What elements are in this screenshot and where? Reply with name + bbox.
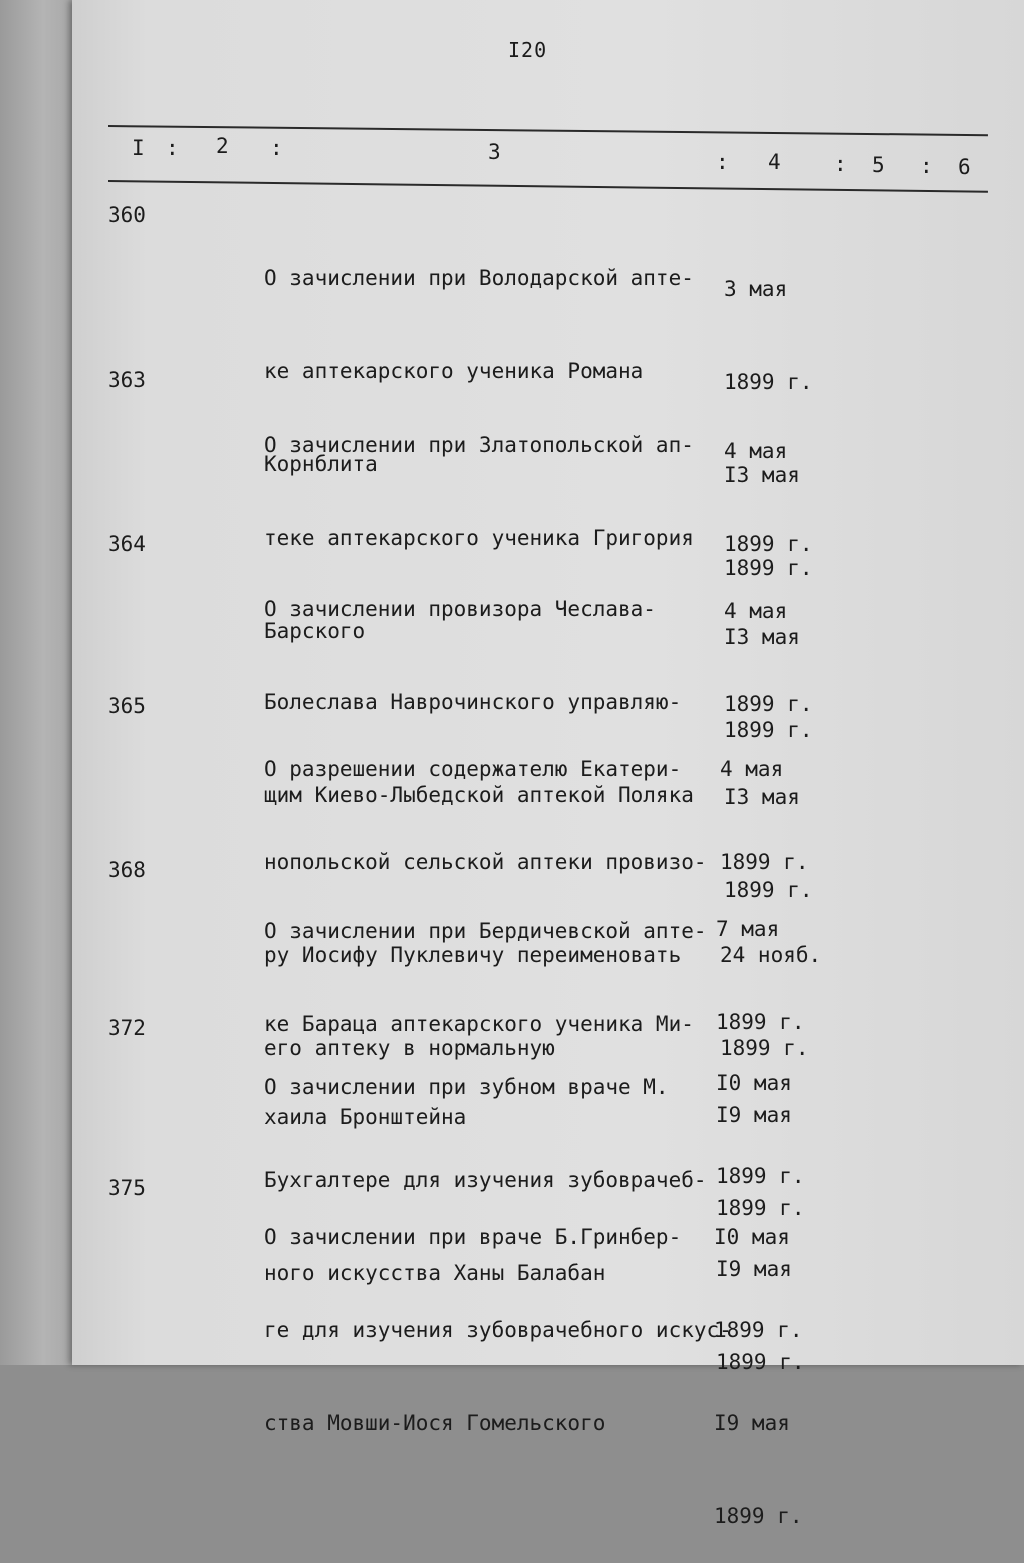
entry-line: О зачислении при Златопольской ап- — [264, 433, 694, 457]
entry-date: 1899 г. — [720, 850, 809, 874]
entry-date: 1899 г. — [714, 1504, 803, 1528]
entry-date: 24 нояб. — [720, 943, 822, 967]
entry-line: ства Мовши-Иося Гомельского — [264, 1411, 606, 1435]
entry-line: О зачислении при Бердичевской апте- — [264, 919, 707, 943]
entry-line: Корнблита — [264, 452, 378, 476]
entry-date: 4 мая — [724, 599, 788, 623]
entry-line: Барского — [264, 619, 366, 643]
entry-date: 1899 г. — [720, 1036, 809, 1060]
entry-number: 360 — [108, 203, 146, 227]
entry-date: 1899 г. — [724, 878, 813, 902]
page-number: I20 — [508, 38, 548, 62]
entry-line: О зачислении при зубном враче М. — [264, 1075, 669, 1099]
header-sep: : — [270, 136, 283, 160]
entry-line: О зачислении при враче Б.Гринбер- — [264, 1225, 682, 1249]
header-col-2: 2 — [216, 134, 229, 158]
entry-line: ке Бараца аптекарского ученика Ми- — [264, 1012, 694, 1036]
entry-line: О зачислении провизора Чеслава- — [264, 597, 656, 621]
entry-date: 3 мая — [724, 277, 788, 301]
entry-number: 363 — [108, 368, 146, 392]
binding-margin — [0, 0, 72, 1365]
entry-line: Болеслава Наврочинского управляю- — [264, 690, 682, 714]
entry-date: 1899 г. — [724, 532, 813, 556]
entry-number: 365 — [108, 694, 146, 718]
header-col-3: 3 — [488, 140, 501, 164]
entry-line: ру Иосифу Пуклевичу переименовать — [264, 943, 682, 967]
entry-date: 4 мая — [724, 439, 788, 463]
entry-date: I3 мая — [724, 785, 800, 809]
header-col-5: 5 — [872, 153, 885, 177]
header-sep: : — [920, 154, 933, 178]
entry-line: ке аптекарского ученика Романа — [264, 359, 644, 383]
entry-date: 1899 г. — [714, 1318, 803, 1342]
entry-number: 375 — [108, 1176, 146, 1200]
entry-date: 1899 г. — [716, 1164, 805, 1188]
header-sep: : — [834, 152, 847, 176]
entry-date: 1899 г. — [724, 556, 813, 580]
entry-number: 372 — [108, 1016, 146, 1040]
entry-line: ного искусства Ханы Балабан — [264, 1261, 606, 1285]
header-sep: : — [716, 150, 729, 174]
entry-date: I9 мая — [714, 1411, 790, 1435]
header-col-1: I — [132, 136, 145, 160]
entry-line: ге для изучения зубоврачебного искус- — [264, 1318, 732, 1342]
entry-line: Бухгалтере для изучения зубоврачеб- — [264, 1168, 707, 1192]
entry-date: I9 мая — [716, 1103, 792, 1127]
entry-line: хаила Бронштейна — [264, 1105, 467, 1129]
entry-date: 7 мая — [716, 917, 780, 941]
entry-dates — [714, 1160, 803, 1563]
entry-line: О разрешении содержателю Екатери- — [264, 757, 682, 781]
entry-date: I9 мая — [716, 1257, 792, 1281]
entry-date: 1899 г. — [724, 370, 813, 394]
entry-date: I0 мая — [714, 1225, 790, 1249]
header-sep: : — [166, 136, 179, 160]
entry-line: теке аптекарского ученика Григория — [264, 526, 694, 550]
entry-number: 364 — [108, 532, 146, 556]
entry-date: I3 мая — [724, 463, 800, 487]
entry-date: I0 мая — [716, 1071, 792, 1095]
entry-line: его аптеку в нормальную — [264, 1036, 555, 1060]
entry-line: щим Киево-Лыбедской аптекой Поляка — [264, 783, 694, 807]
header-col-6: 6 — [958, 155, 971, 179]
entry-date: 1899 г. — [724, 718, 813, 742]
entry-date: 1899 г. — [716, 1010, 805, 1034]
entry-description — [264, 1160, 732, 1470]
entry-line: нопольской сельской аптеки провизо- — [264, 850, 707, 874]
entry-date: 4 мая — [720, 757, 784, 781]
entry-number: 368 — [108, 858, 146, 882]
header-col-4: 4 — [768, 150, 781, 174]
entry-date: I3 мая — [724, 625, 800, 649]
entry-date: 1899 г. — [724, 692, 813, 716]
entry-date: 1899 г. — [716, 1196, 805, 1220]
entry-date: 1899 г. — [716, 1350, 805, 1374]
entry-line: О зачислении при Володарской апте- — [264, 266, 694, 290]
